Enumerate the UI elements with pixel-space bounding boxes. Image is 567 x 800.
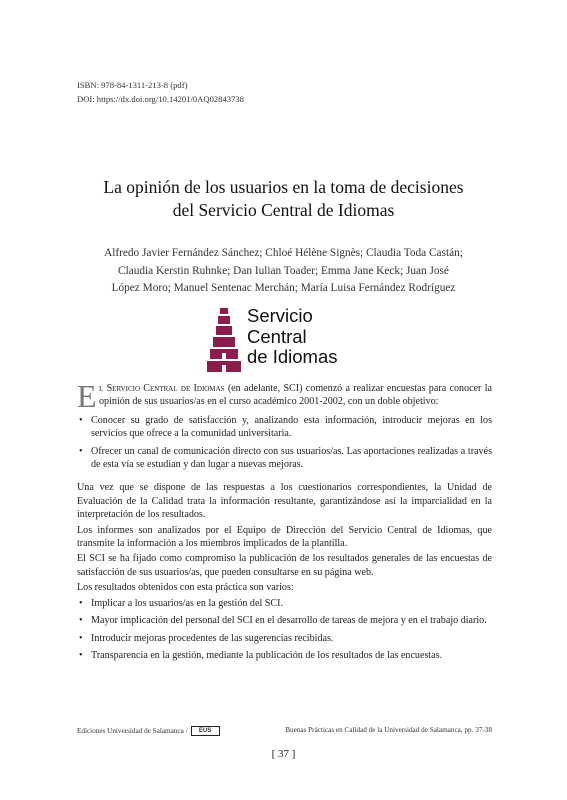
paragraph: Los informes son analizados por el Equipo de Dirección del Servicio Central de Idiomas, que transmite la información a los miembros implicados de la plantilla. (77, 524, 492, 550)
footer-publisher: Ediciones Universidad de Salamanca / EUS (77, 726, 220, 736)
drop-cap: E (77, 378, 97, 414)
isbn: ISBN: 978-84-1311-213-8 (pdf) (77, 80, 188, 90)
title-line-1: La opinión de los usuarios en la toma de decisiones (103, 177, 464, 197)
list-item: • Ofrecer un canal de comunicación directo con sus usuarios/as. Las aportaciones realizadas a través de esta vía se estudian y dan lugar a nuevas mejoras. (77, 445, 492, 472)
list-item: • Conocer su grado de satisfacción y, analizando esta información, introducir mejoras en los servicios que ofrece a la comunidad universitaria. (77, 414, 492, 441)
authors-line-1: Alfredo Javier Fernández Sánchez; Chloé Hélène Signès; Claudia Toda Castán; (104, 247, 463, 259)
page-number: [ 37 ] (271, 748, 296, 760)
paragraph: El SCI se ha fijado como compromiso la publicación de los resultados generales de las encuestas de satisfacción de sus usuarios/as, que pueden consultarse en su página web. (77, 553, 492, 578)
authors-line-2: Claudia Kerstin Ruhnke; Dan Iulian Toader; Emma Jane Keck; Juan José (118, 264, 449, 277)
list-item: • Transparencia en la gestión, mediante la publicación de los resultados de las encuestas. (77, 649, 492, 662)
authors-line-3: López Moro; Manuel Sentenac Merchán; María Luisa Fernández Rodríguez (111, 282, 456, 294)
results-list (77, 597, 492, 663)
objectives-list (77, 414, 492, 472)
intro-smallcaps: l Servicio Central de Idiomas (99, 383, 225, 394)
logo-wordmark: Servicio Central de Idiomas (247, 305, 338, 367)
tower-logo-icon (207, 308, 241, 372)
paragraph: Una vez que se dispone de las respuestas a los cuestionarios correspondientes, la Unidad de Evaluación de la Calidad trata la información resultante, garantizándose así la imparcialidad en la interpretación de los resultados. (77, 482, 492, 521)
paper-title (40, 176, 527, 222)
page-footer (77, 726, 492, 736)
list-item: • Mayor implicación del personal del SCI en el desarrollo de tareas de mejora y en el trabajo diario. (77, 614, 492, 627)
list-item: • Implicar a los usuarios/as en la gestión del SCI. (77, 597, 492, 610)
author-list (60, 245, 507, 298)
list-item: • Introducir mejoras procedentes de las sugerencias recibidas. (77, 632, 492, 645)
footer-series: Buenas Prácticas en Calidad de la Universidad de Salamanca, pp. 37-38 (285, 726, 492, 734)
intro-paragraph (77, 378, 492, 414)
publication-meta (77, 78, 244, 106)
intro-text: (en adelante, SCI) comenzó a realizar encuestas para conocer la opinión de sus usuarios/as en el curso académico 2001-2002, con un doble objetivo: (99, 383, 492, 408)
doi: DOI: https://dx.doi.org/10.14201/0AQ02843738 (77, 94, 244, 104)
eus-logo-icon: EUS (191, 726, 220, 736)
article-body (77, 378, 492, 666)
title-line-2: del Servicio Central de Idiomas (172, 200, 395, 220)
sci-logo (207, 306, 367, 376)
paragraph: Los resultados obtenidos con esta práctica son varios: (77, 582, 294, 594)
